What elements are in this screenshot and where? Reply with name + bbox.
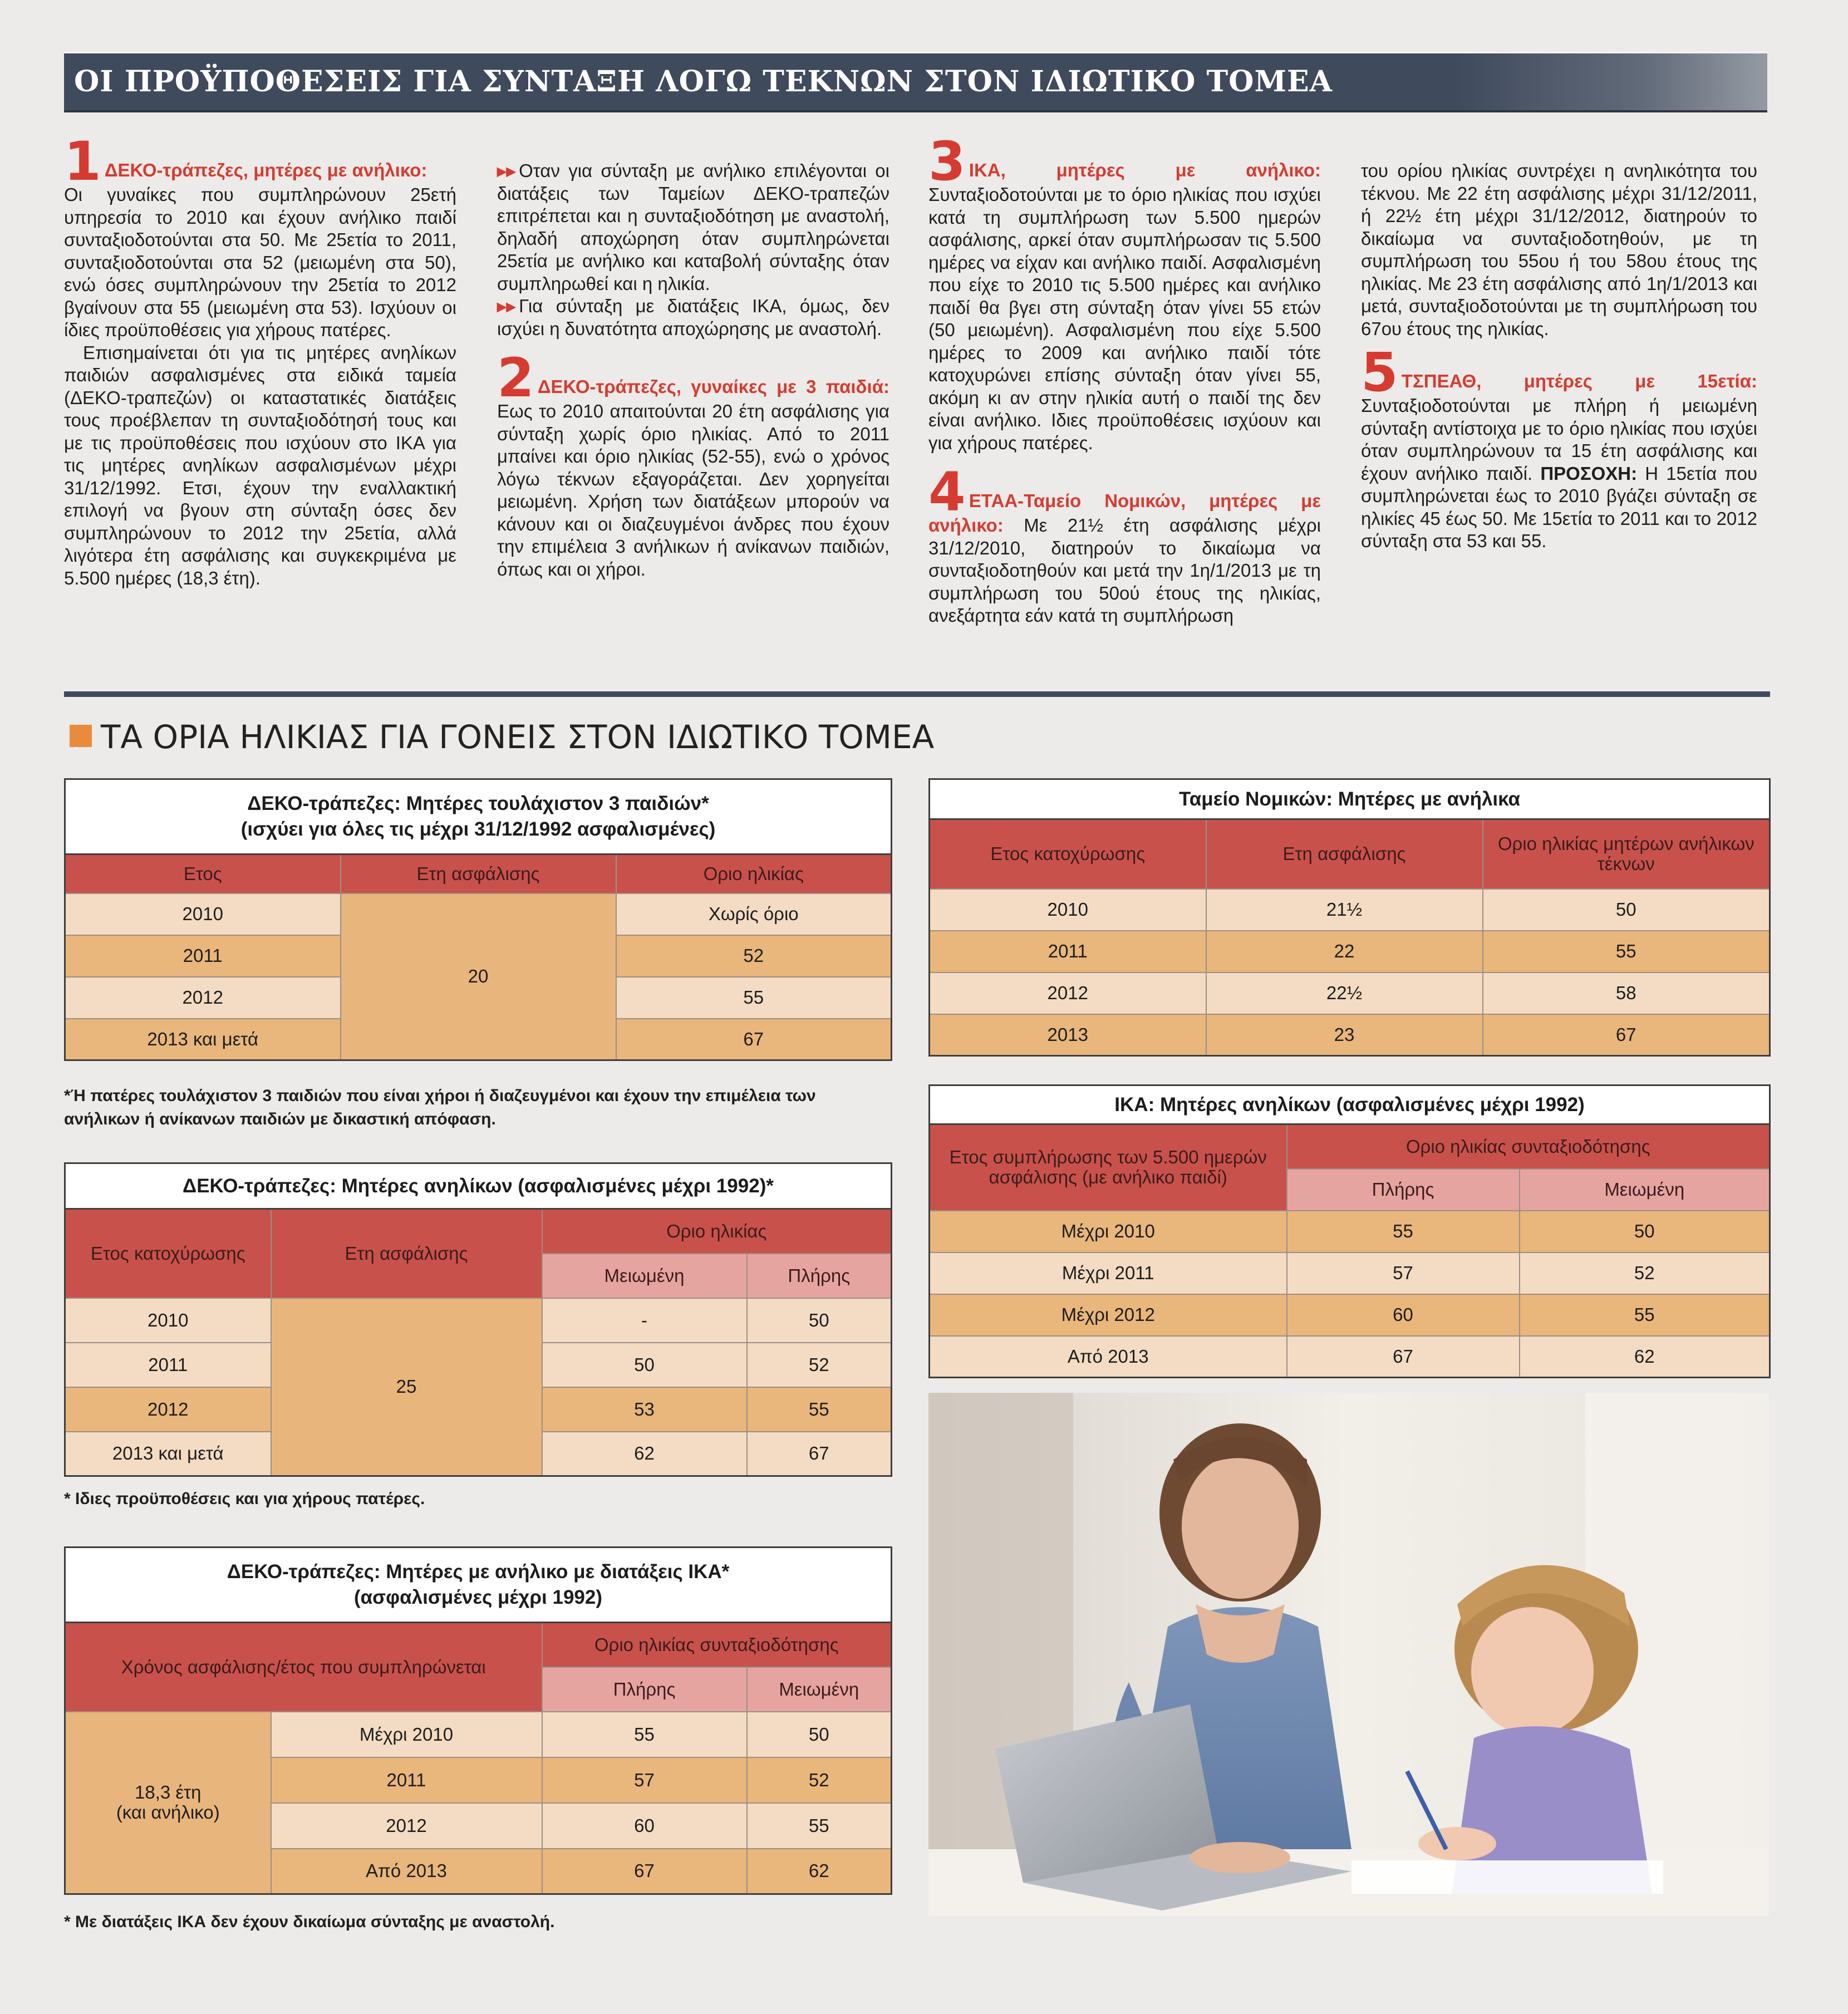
- column-header: Πλήρης: [1287, 1169, 1520, 1211]
- table-cell: 52: [747, 1343, 892, 1387]
- column-header: Οριο ηλικίας συνταξιοδότησης: [542, 1623, 892, 1667]
- table-cell: 2010: [65, 1298, 271, 1343]
- column-header: Μειωμένη: [747, 1667, 892, 1712]
- article-column-2: [497, 160, 889, 581]
- item-5-number: 5: [1361, 341, 1398, 404]
- table-1-caption: ΔΕΚΟ-τράπεζες: Μητέρες τουλάχιστον 3 παιδιών* (ισχύει για όλες τις μέχρι 31/12/1992 ασφαλισμένες): [65, 779, 892, 854]
- section-divider: [64, 691, 1770, 697]
- table-2-footnote: * Ιδιες προϋποθέσεις και για χήρους πατέρες.: [64, 1490, 425, 1508]
- table-cell: Μέχρι 2011: [930, 1252, 1287, 1294]
- table-cell: 2011: [65, 1343, 271, 1387]
- column-header: Ετη ασφάλισης: [271, 1209, 542, 1298]
- table-cell: 60: [542, 1803, 747, 1849]
- table-cell: 55: [747, 1387, 892, 1432]
- table-cell: Μέχρι 2010: [271, 1712, 542, 1757]
- table-ika-minors: [928, 1084, 1771, 1378]
- table-cell: 55: [1483, 931, 1770, 972]
- column-header: Μειωμένη: [542, 1254, 747, 1298]
- table-cell: 67: [747, 1432, 892, 1476]
- banner-fade: [1456, 53, 1767, 110]
- section-title: [70, 718, 934, 756]
- table-cell: 62: [1520, 1336, 1770, 1378]
- item-2-title: ΔΕΚΟ-τράπεζες, γυναίκες με 3 παιδιά:: [537, 376, 889, 397]
- table-deko-minors: [64, 1162, 892, 1477]
- column-header: Ετη ασφάλισης: [341, 854, 616, 893]
- photo-mother-and-daughter: [928, 1393, 1769, 1916]
- item-4-text: Με 21½ έτη ασφάλισης μέχρι 31/12/2010, διατηρούν το δικαίωμα να συνταξιοδοτηθούν και μετά την 1η/1/2013 με τη συμπλήρωση του 50ού έτους της ηλικίας, ανεξάρτητα εάν κατά τη συμπλήρωση: [928, 515, 1321, 626]
- col4-paragraph-1: του ορίου ηλικίας συντρέχει η ανηλικότητα του τέκνου. Με 22 έτη ασφάλισης μέχρι 31/12/2011, ή 22½ έτη μέχρι 31/12/2012, διατηρούν το δικαίωμα να συνταξιοδοτηθούν, με τη συμπλήρωση του 55ου ή του 58ου έτους της ηλικίας. Με 23 έτη ασφάλισης από 1η/1/2013 και μετά, συνταξιοδοτούνται με τη συμπλήρωση του 67ου έτους της ηλικίας.: [1361, 160, 1757, 339]
- orange-square-icon: [70, 725, 92, 747]
- item-2-number: 2: [497, 347, 534, 409]
- column-header: Οριο ηλικίας: [616, 854, 892, 893]
- table-cell: 2013: [930, 1014, 1206, 1056]
- column-header: Ετος κατοχύρωσης: [65, 1209, 271, 1298]
- table-2-caption: ΔΕΚΟ-τράπεζες: Μητέρες ανηλίκων (ασφαλισμένες μέχρι 1992)*: [65, 1163, 892, 1209]
- item-3-number: 3: [928, 130, 966, 193]
- table-cell: 52: [747, 1757, 892, 1803]
- table-cell: 22: [1206, 931, 1483, 972]
- table-3-caption: ΔΕΚΟ-τράπεζες: Μητέρες με ανήλικο με διατάξεις ΙΚΑ* (ασφαλισμένες μέχρι 1992): [65, 1548, 892, 1623]
- column-header: Ετος: [65, 854, 341, 893]
- col2-paragraph-2: [497, 295, 889, 340]
- table-cell: 2010: [65, 893, 341, 935]
- item-5-title: ΤΣΠΕΑΘ, μητέρες με 15ετία:: [1401, 371, 1757, 391]
- table-cell: 2013 και μετά: [65, 1432, 271, 1476]
- item-1-paragraph-1: Οι γυναίκες που συμπληρώνουν 25ετή υπηρεσία το 2010 και έχουν ανήλικο παιδί συνταξιοδοτούνται στα 50. Με 25ετία το 2011, συνταξιοδοτούνται στα 52 (μειωμένη στα 50), ενώ όσες συμπληρώνουν την 25ετία το 2012 βγαίνουν στα 55 (μειωμένη στα 53). Ισχύουν οι ίδιες προϋποθέσεις για χήρους πατέρες.: [64, 184, 456, 340]
- table-cell: 52: [1520, 1252, 1770, 1294]
- table-5-caption: ΙΚΑ: Μητέρες ανηλίκων (ασφαλισμένες μέχρι 1992): [930, 1085, 1770, 1124]
- arrow-icon: ▸▸: [497, 296, 516, 316]
- item-4-title: ΕΤΑΑ-Ταμείο Νομικών, μητέρες με ανήλικο:: [928, 490, 1321, 536]
- table-cell: 55: [542, 1712, 747, 1757]
- table-cell: 23: [1206, 1014, 1483, 1056]
- table-cell: 2011: [65, 935, 341, 977]
- column-header: Πλήρης: [542, 1667, 747, 1712]
- table-cell: 2012: [65, 977, 341, 1019]
- table-cell: 62: [747, 1849, 892, 1894]
- table-cell: 2012: [65, 1387, 271, 1432]
- table-cell: 53: [542, 1387, 747, 1432]
- table-cell: 18,3 έτη (και ανήλικο): [65, 1712, 271, 1894]
- item-1-number: 1: [64, 130, 101, 193]
- warning-label: ΠΡΟΣΟΧΗ:: [1540, 463, 1638, 484]
- table-cell: 21½: [1206, 889, 1483, 931]
- table-cell: 52: [616, 935, 892, 977]
- table-cell: 55: [1520, 1294, 1770, 1336]
- col2-paragraph-2-text: Για σύνταξη με διατάξεις ΙΚΑ, όμως, δεν ισχύει η δυνατότητα αποχώρησης με αναστολή.: [497, 296, 889, 339]
- table-lawyers-fund: [928, 778, 1771, 1057]
- column-header: Οριο ηλικίας μητέρων ανήλικων τέκνων: [1483, 819, 1770, 889]
- table-cell: 55: [1287, 1211, 1520, 1252]
- column-header: Οριο ηλικίας συνταξιοδότησης: [1287, 1124, 1770, 1169]
- table-cell: Μέχρι 2010: [930, 1211, 1287, 1252]
- item-3-text: Συνταξιοδοτούνται με το όριο ηλικίας που ισχύει κατά τη συμπλήρωση των 5.500 ημερών ασφάλισης, αρκεί όταν συμπλήρωσαν τις 5.500 ημέρες να είχαν και ανήλικο παιδί. Ασφαλισμένη που είχε το 2010 τις 5.500 ημέρες και ανήλικο παιδί θα βγει στη σύνταξη όταν γίνει 55 ετών (50 μειωμένη). Ασφαλισμένη που είχε 5.500 ημέρες το 2009 και ανήλικο παιδί τότε κατοχυρώνει επίσης σύνταξη όταν γίνει 55, ακόμη κι αν στην ηλικία αυτή ο παιδί της δεν είναι ανήλικο. Ιδιες προϋποθέσεις ισχύουν και για χήρους πατέρες.: [928, 184, 1321, 453]
- item-4-heading: [928, 461, 1321, 627]
- table-cell: 62: [542, 1432, 747, 1476]
- column-header: Πλήρης: [747, 1254, 892, 1298]
- table-1-footnote: *Ή πατέρες τουλάχιστον 3 παιδιών που είναι χήροι ή διαζευγμένοι και έχουν την επιμέλεια των ανήλικων ή ανίκανων παιδιών με δικαστική απόφαση.: [64, 1087, 816, 1128]
- table-deko-ika: [64, 1546, 892, 1895]
- table-cell: 2013 και μετά: [65, 1019, 341, 1060]
- column-header: Χρόνος ασφάλισης/έτος που συμπληρώνεται: [65, 1623, 542, 1712]
- top-banner: [64, 51, 1767, 112]
- table-cell: 57: [1287, 1252, 1520, 1294]
- banner-title: ΟΙ ΠΡΟΫΠΟΘΕΣΕΙΣ ΓΙΑ ΣΥΝΤΑΞΗ ΛΟΓΩ ΤΕΚΝΩΝ ΣΤΟΝ ΙΔΙΩΤΙΚΟ ΤΟΜΕΑ: [74, 65, 1333, 99]
- table-cell: 57: [542, 1757, 747, 1803]
- table-cell: 20: [341, 893, 616, 1060]
- column-header: Μειωμένη: [1520, 1169, 1770, 1211]
- article-column-3: [928, 130, 1321, 627]
- item-5-heading: [1361, 341, 1757, 553]
- col2-paragraph-1: [497, 160, 889, 295]
- table-cell: 25: [271, 1298, 542, 1476]
- table-cell: Από 2013: [271, 1849, 542, 1894]
- column-header: Ετη ασφάλισης: [1206, 819, 1483, 889]
- table-cell: 2012: [271, 1803, 542, 1849]
- column-header: Οριο ηλικίας: [542, 1209, 892, 1254]
- table-cell: 50: [1483, 889, 1770, 931]
- table-cell: 50: [747, 1298, 892, 1343]
- table-cell: 67: [542, 1849, 747, 1894]
- table-cell: -: [542, 1298, 747, 1343]
- section-title-text: ΤΑ ΟΡΙΑ ΗΛΙΚΙΑΣ ΓΙΑ ΓΟΝΕΙΣ ΣΤΟΝ ΙΔΙΩΤΙΚΟ ΤΟΜΕΑ: [101, 718, 935, 756]
- table-cell: 55: [616, 977, 892, 1019]
- item-3-title: ΙΚΑ, μητέρες με ανήλικο:: [969, 160, 1321, 180]
- table-cell: 50: [747, 1712, 892, 1757]
- table-cell: Από 2013: [930, 1336, 1287, 1378]
- article-column-4: [1361, 160, 1757, 553]
- column-header: Ετος κατοχύρωσης: [930, 819, 1206, 889]
- col2-paragraph-1-text: Οταν για σύνταξη με ανήλικο επιλέγονται οι διατάξεις των Ταμείων ΔΕΚΟ-τραπεζών επιτρέπεται και η συνταξιοδότηση με αναστολή, δηλαδή αποχώρηση όταν συμπληρώνεται 25ετία με ανήλικο και καταβολή σύνταξης όταν συμπληρωθεί και η ηλικία.: [497, 160, 889, 294]
- table-3-footnote: * Με διατάξεις ΙΚΑ δεν έχουν δικαίωμα σύνταξης με αναστολή.: [64, 1913, 555, 1931]
- table-cell: 60: [1287, 1294, 1520, 1336]
- photo-illustration: [928, 1393, 1769, 1916]
- item-5-text-2: Η 15ετία που συμπληρώνεται έως το 2010 βγάζει σύνταξη σε ηλικίες 45 έως 50. Με 15ετία το 2011 και το 2012 σύνταξη στα 53 και 55.: [1361, 463, 1757, 551]
- table-cell: 55: [747, 1803, 892, 1849]
- arrow-icon: ▸▸: [497, 160, 516, 181]
- table-cell: 2010: [930, 889, 1206, 931]
- table-cell: 2011: [930, 931, 1206, 972]
- table-cell: 67: [1483, 1014, 1770, 1056]
- item-1-heading: [64, 130, 456, 193]
- item-1-paragraph-2: Επισημαίνεται ότι για τις μητέρες ανηλίκων παιδιών ασφαλισμένες στα ειδικά ταμεία (ΔΕΚΟ-τραπεζών) οι καταστατικές διατάξεις τους προέβλεπαν τη συνταξιοδότησή τους και με τις προϋποθέσεις που ισχύουν στο ΙΚΑ για τις μητέρες ανηλίκων ασφαλισμένων μέχρι 31/12/1992. Ετσι, έχουν την εναλλακτική επιλογή να βγουν στη σύνταξη όσες δεν συμπληρώνουν το 2012 την 25ετία, αλλά λιγότερα έτη ασφάλισης και συγκεκριμένα με 5.500 ημέρες (18,3 έτη).: [64, 342, 456, 588]
- item-5-text: Συνταξιοδοτούνται με πλήρη ή μειωμένη σύνταξη αντίστοιχα με το όριο ηλικίας που ισχύει όταν συμπληρώνουν τα 15 έτη ασφάλισης και έχουν ανήλικο παιδί.: [1361, 395, 1757, 484]
- table-cell: 2012: [930, 972, 1206, 1014]
- table-cell: 22½: [1206, 972, 1483, 1014]
- item-4-number: 4: [928, 461, 966, 523]
- item-1-title: ΔΕΚΟ-τράπεζες, μητέρες με ανήλικο:: [104, 160, 427, 180]
- table-cell: 58: [1483, 972, 1770, 1014]
- article-column-1: [64, 130, 456, 590]
- table-cell: 50: [542, 1343, 747, 1387]
- table-cell: 2011: [271, 1757, 542, 1803]
- table-cell: 67: [1287, 1336, 1520, 1378]
- table-4-caption: Ταμείο Νομικών: Μητέρες με ανήλικα: [930, 779, 1770, 819]
- item-3-heading: [928, 130, 1321, 454]
- table-cell: 50: [1520, 1211, 1770, 1252]
- column-header: Ετος συμπλήρωσης των 5.500 ημερών ασφάλισης (με ανήλικο παιδί): [930, 1124, 1287, 1211]
- item-2-heading: [497, 347, 889, 581]
- table-cell: Χωρίς όριο: [616, 893, 892, 935]
- table-deko-3-children: [64, 778, 892, 1061]
- table-cell: 67: [616, 1019, 892, 1060]
- table-cell: Μέχρι 2012: [930, 1294, 1287, 1336]
- item-2-text: Εως το 2010 απαιτούνται 20 έτη ασφάλισης για σύνταξη χωρίς όριο ηλικίας. Από το 2011 μπαίνει και όριο ηλικίας (52-55), ενώ ο χρόνος λόγω τέκνων εξαγοράζεται. Δεν χορηγείται μειωμένη. Χρήση των διατάξεων μπορούν να κάνουν και οι διαζευγμένοι άνδρες που έχουν την επιμέλεια 3 ανήλικων ή ανίκανων παιδιών, όπως και οι χήροι.: [497, 401, 889, 579]
